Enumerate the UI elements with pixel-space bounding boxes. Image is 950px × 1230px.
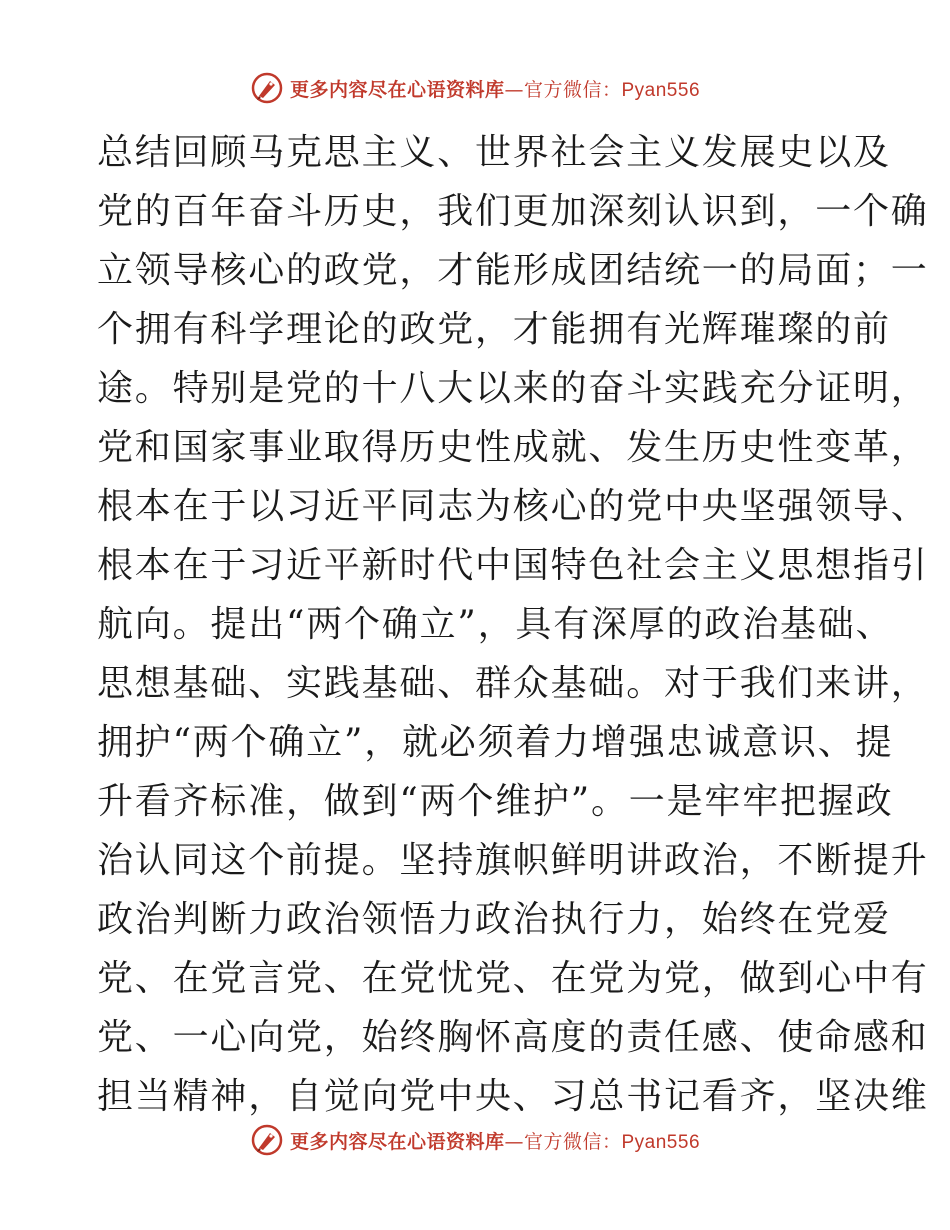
body-line: 立领导核心的政党，才能形成团结统一的局面；一 (97, 250, 929, 291)
watermark-brand: 更多内容尽在心语资料库 (289, 78, 505, 101)
watermark-text (290, 1127, 700, 1154)
pen-nib-logo-icon (250, 71, 284, 105)
body-line: 航向。提出“两个确立”，具有深厚的政治基础、 (97, 604, 894, 645)
watermark-brand: 更多内容尽在心语资料库 (289, 1130, 505, 1153)
watermark-wechat-id: Pyan556 (621, 1131, 701, 1153)
body-line: 根本在于习近平新时代中国特色社会主义思想指引 (97, 545, 929, 586)
body-line: 治认同这个前提。坚持旗帜鲜明讲政治，不断提升 (97, 840, 929, 881)
body-line: 途。特别是党的十八大以来的奋斗实践充分证明， (97, 368, 929, 409)
watermark-text (290, 75, 700, 102)
footer-watermark (0, 1120, 950, 1160)
watermark-wechat-id: Pyan556 (621, 79, 701, 101)
header-watermark (0, 68, 950, 108)
watermark-wechat-label: 官方微信： (523, 78, 622, 101)
body-line: 政治判断力政治领悟力政治执行力，始终在党爱 (97, 899, 891, 940)
watermark-separator: — (504, 1130, 524, 1153)
body-line: 党和国家事业取得历史性成就、发生历史性变革， (97, 427, 929, 468)
body-line: 拥护“两个确立”，就必须着力增强忠诚意识、提 (97, 722, 894, 763)
body-line: 升看齐标准，做到“两个维护”。一是牢牢把握政 (97, 781, 894, 822)
body-line: 党、在党言党、在党忧党、在党为党，做到心中有 (97, 958, 929, 999)
watermark-wechat-label: 官方微信： (523, 1130, 622, 1153)
body-line: 根本在于以习近平同志为核心的党中央坚强领导、 (97, 486, 929, 527)
body-line: 党的百年奋斗历史，我们更加深刻认识到，一个确 (97, 191, 929, 232)
body-line: 个拥有科学理论的政党，才能拥有光辉璀璨的前 (97, 309, 891, 350)
body-line: 思想基础、实践基础、群众基础。对于我们来讲， (97, 663, 929, 704)
watermark-separator: — (504, 78, 524, 101)
body-line: 党、一心向党，始终胸怀高度的责任感、使命感和 (97, 1017, 929, 1058)
body-line: 总结回顾马克思主义、世界社会主义发展史以及 (97, 132, 891, 173)
pen-nib-logo-icon (250, 1123, 284, 1157)
body-line: 担当精神，自觉向党中央、习总书记看齐，坚决维 (97, 1076, 929, 1117)
document-body (97, 123, 929, 1126)
